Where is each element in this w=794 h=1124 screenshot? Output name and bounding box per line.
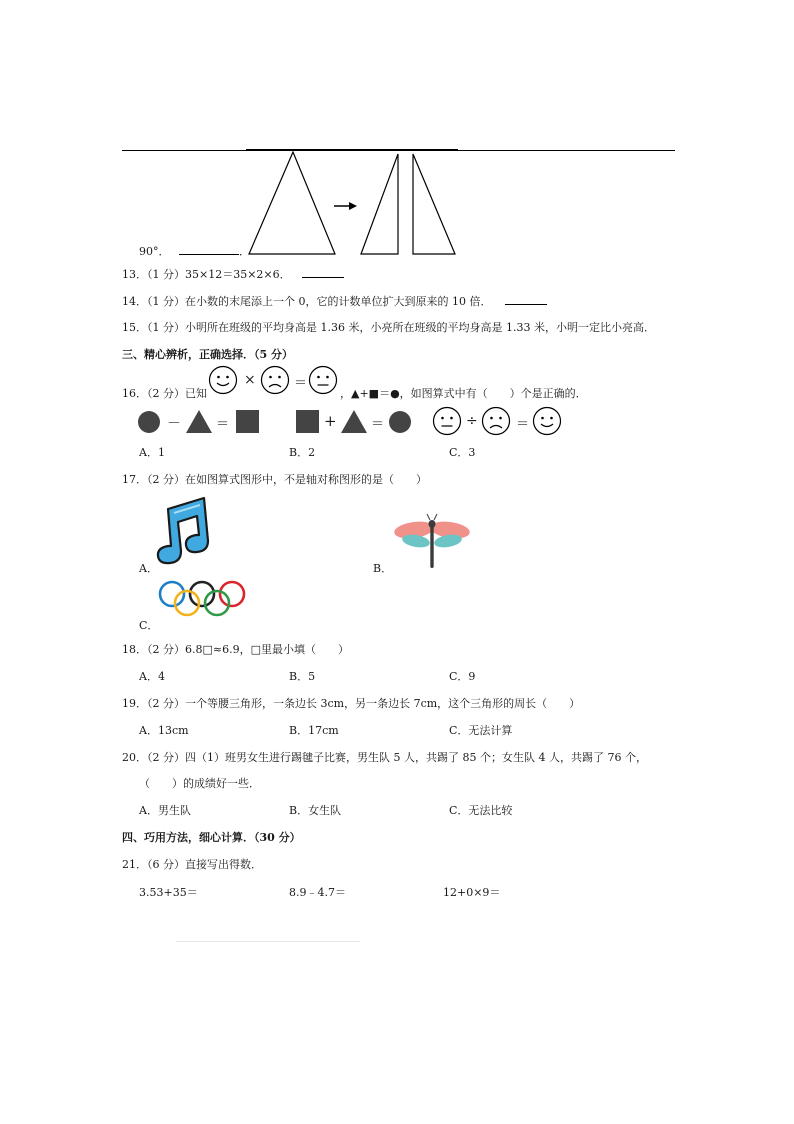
- q18-text: 18．（2 分）6.8□≈6.9，□里最小填（ ）: [122, 643, 349, 656]
- q16-prefix: 16．（2 分）已知: [122, 387, 207, 400]
- sad-face-icon: [260, 365, 290, 395]
- square-shape-icon: [236, 410, 259, 433]
- q20-option-b[interactable]: B．女生队: [289, 804, 342, 817]
- q21-item-1[interactable]: 3.53+35＝: [139, 886, 198, 899]
- q12-degree: 90°．: [139, 245, 170, 258]
- q19-option-b[interactable]: B．17cm: [289, 724, 339, 737]
- q18-option-c[interactable]: C．9: [449, 670, 476, 683]
- q16-plus-sign: +: [324, 412, 337, 430]
- q16-times-sign: ×: [244, 372, 256, 388]
- q18-option-b[interactable]: B．5: [289, 670, 316, 683]
- neutral-face-icon: [308, 365, 338, 395]
- happy-face-icon-2: [532, 406, 562, 436]
- q13-answer-blank[interactable]: [302, 267, 344, 278]
- left-half-triangle: [361, 154, 398, 254]
- square-shape-icon-2: [296, 410, 319, 433]
- q16-divide-sign: ÷: [466, 413, 478, 429]
- q20-option-c[interactable]: C．无法比较: [449, 804, 513, 817]
- whole-triangle: [249, 152, 335, 254]
- q20-text-line2: （ ）的成绩好一些．: [139, 777, 260, 790]
- q19-option-c[interactable]: C．无法计算: [449, 724, 513, 737]
- right-half-triangle: [413, 154, 455, 254]
- q19-text: 19．（2 分）一个等腰三角形，一条边长 3cm，另一条边长 7cm，这个三角形的周长（ ）: [122, 697, 581, 710]
- section4-title: 四、巧用方法，细心计算．（30 分）: [122, 831, 301, 844]
- faint-divider: [176, 941, 360, 942]
- q16-equals-2: ＝: [371, 417, 385, 432]
- q17-option-c-label[interactable]: C．: [139, 619, 159, 632]
- q18-option-a[interactable]: A．4: [139, 670, 165, 683]
- triangle-shape-icon: [185, 409, 213, 434]
- q16-option-a[interactable]: A．1: [139, 446, 165, 459]
- q17-option-a-label[interactable]: A．: [139, 562, 158, 575]
- q16-minus-sign: －: [167, 416, 181, 432]
- q16-rule: ，▲+■＝●，如图算式中有（ ）个是正确的．: [340, 387, 587, 400]
- q16-equals-sign: ＝: [294, 376, 308, 391]
- q15-text: 15．（1 分）小明所在班级的平均身高是 1.36 米，小亮所在班级的平均身高是 1.33 米，小明一定比小亮高．: [122, 321, 655, 334]
- q16-option-b[interactable]: B．2: [289, 446, 316, 459]
- section3-title: 三、精心辨析，正确选择．（5 分）: [122, 348, 293, 361]
- circle-shape-icon: [137, 410, 161, 434]
- q14-answer-blank[interactable]: [505, 294, 547, 305]
- olympic-rings-icon: [156, 580, 248, 616]
- q12-line: [139, 243, 250, 259]
- circle-shape-icon-2: [388, 410, 412, 434]
- q21-text: 21．（6 分）直接写出得数．: [122, 858, 262, 871]
- q13: [122, 266, 344, 282]
- q19-option-a[interactable]: A．13cm: [139, 724, 189, 737]
- q20-text-line1: 20．（2 分）四（1）班男女生进行踢毽子比赛，男生队 5 人，共踢了 85 个；女生队 4 人，共踢了 76 个，: [122, 751, 647, 764]
- q15: [122, 319, 655, 335]
- triangle-shape-icon-2: [340, 409, 368, 434]
- q14-text: 14．（1 分）在小数的末尾添上一个 0，它的计数单位扩大到原来的 10 倍．: [122, 295, 492, 308]
- q21-item-3[interactable]: 12+0×9＝: [443, 886, 501, 899]
- q17-text: 17．（2 分）在如图算式图形中，不是轴对称图形的是（ ）: [122, 473, 427, 486]
- sad-face-icon-2: [481, 406, 511, 436]
- dragonfly-icon: [392, 512, 472, 570]
- q12-tail: ．: [239, 245, 250, 258]
- neutral-face-icon-2: [432, 406, 462, 436]
- music-note-icon: [152, 495, 214, 567]
- arrow-head: [349, 202, 357, 210]
- q12-answer-blank[interactable]: [179, 244, 239, 255]
- q16-option-c[interactable]: C．3: [449, 446, 476, 459]
- q16-equals-3: ＝: [516, 417, 530, 432]
- q16-equals-1: ＝: [216, 417, 230, 432]
- q21-item-2[interactable]: 8.9﹣4.7＝: [289, 886, 346, 899]
- q20-option-a[interactable]: A．男生队: [139, 804, 191, 817]
- q17-option-b-label[interactable]: B．: [373, 562, 393, 575]
- q13-text: 13．（1 分）35×12＝35×2×6．: [122, 268, 291, 281]
- triangle-cut-figure: [245, 150, 460, 256]
- happy-face-icon: [208, 365, 238, 395]
- q14: [122, 293, 547, 309]
